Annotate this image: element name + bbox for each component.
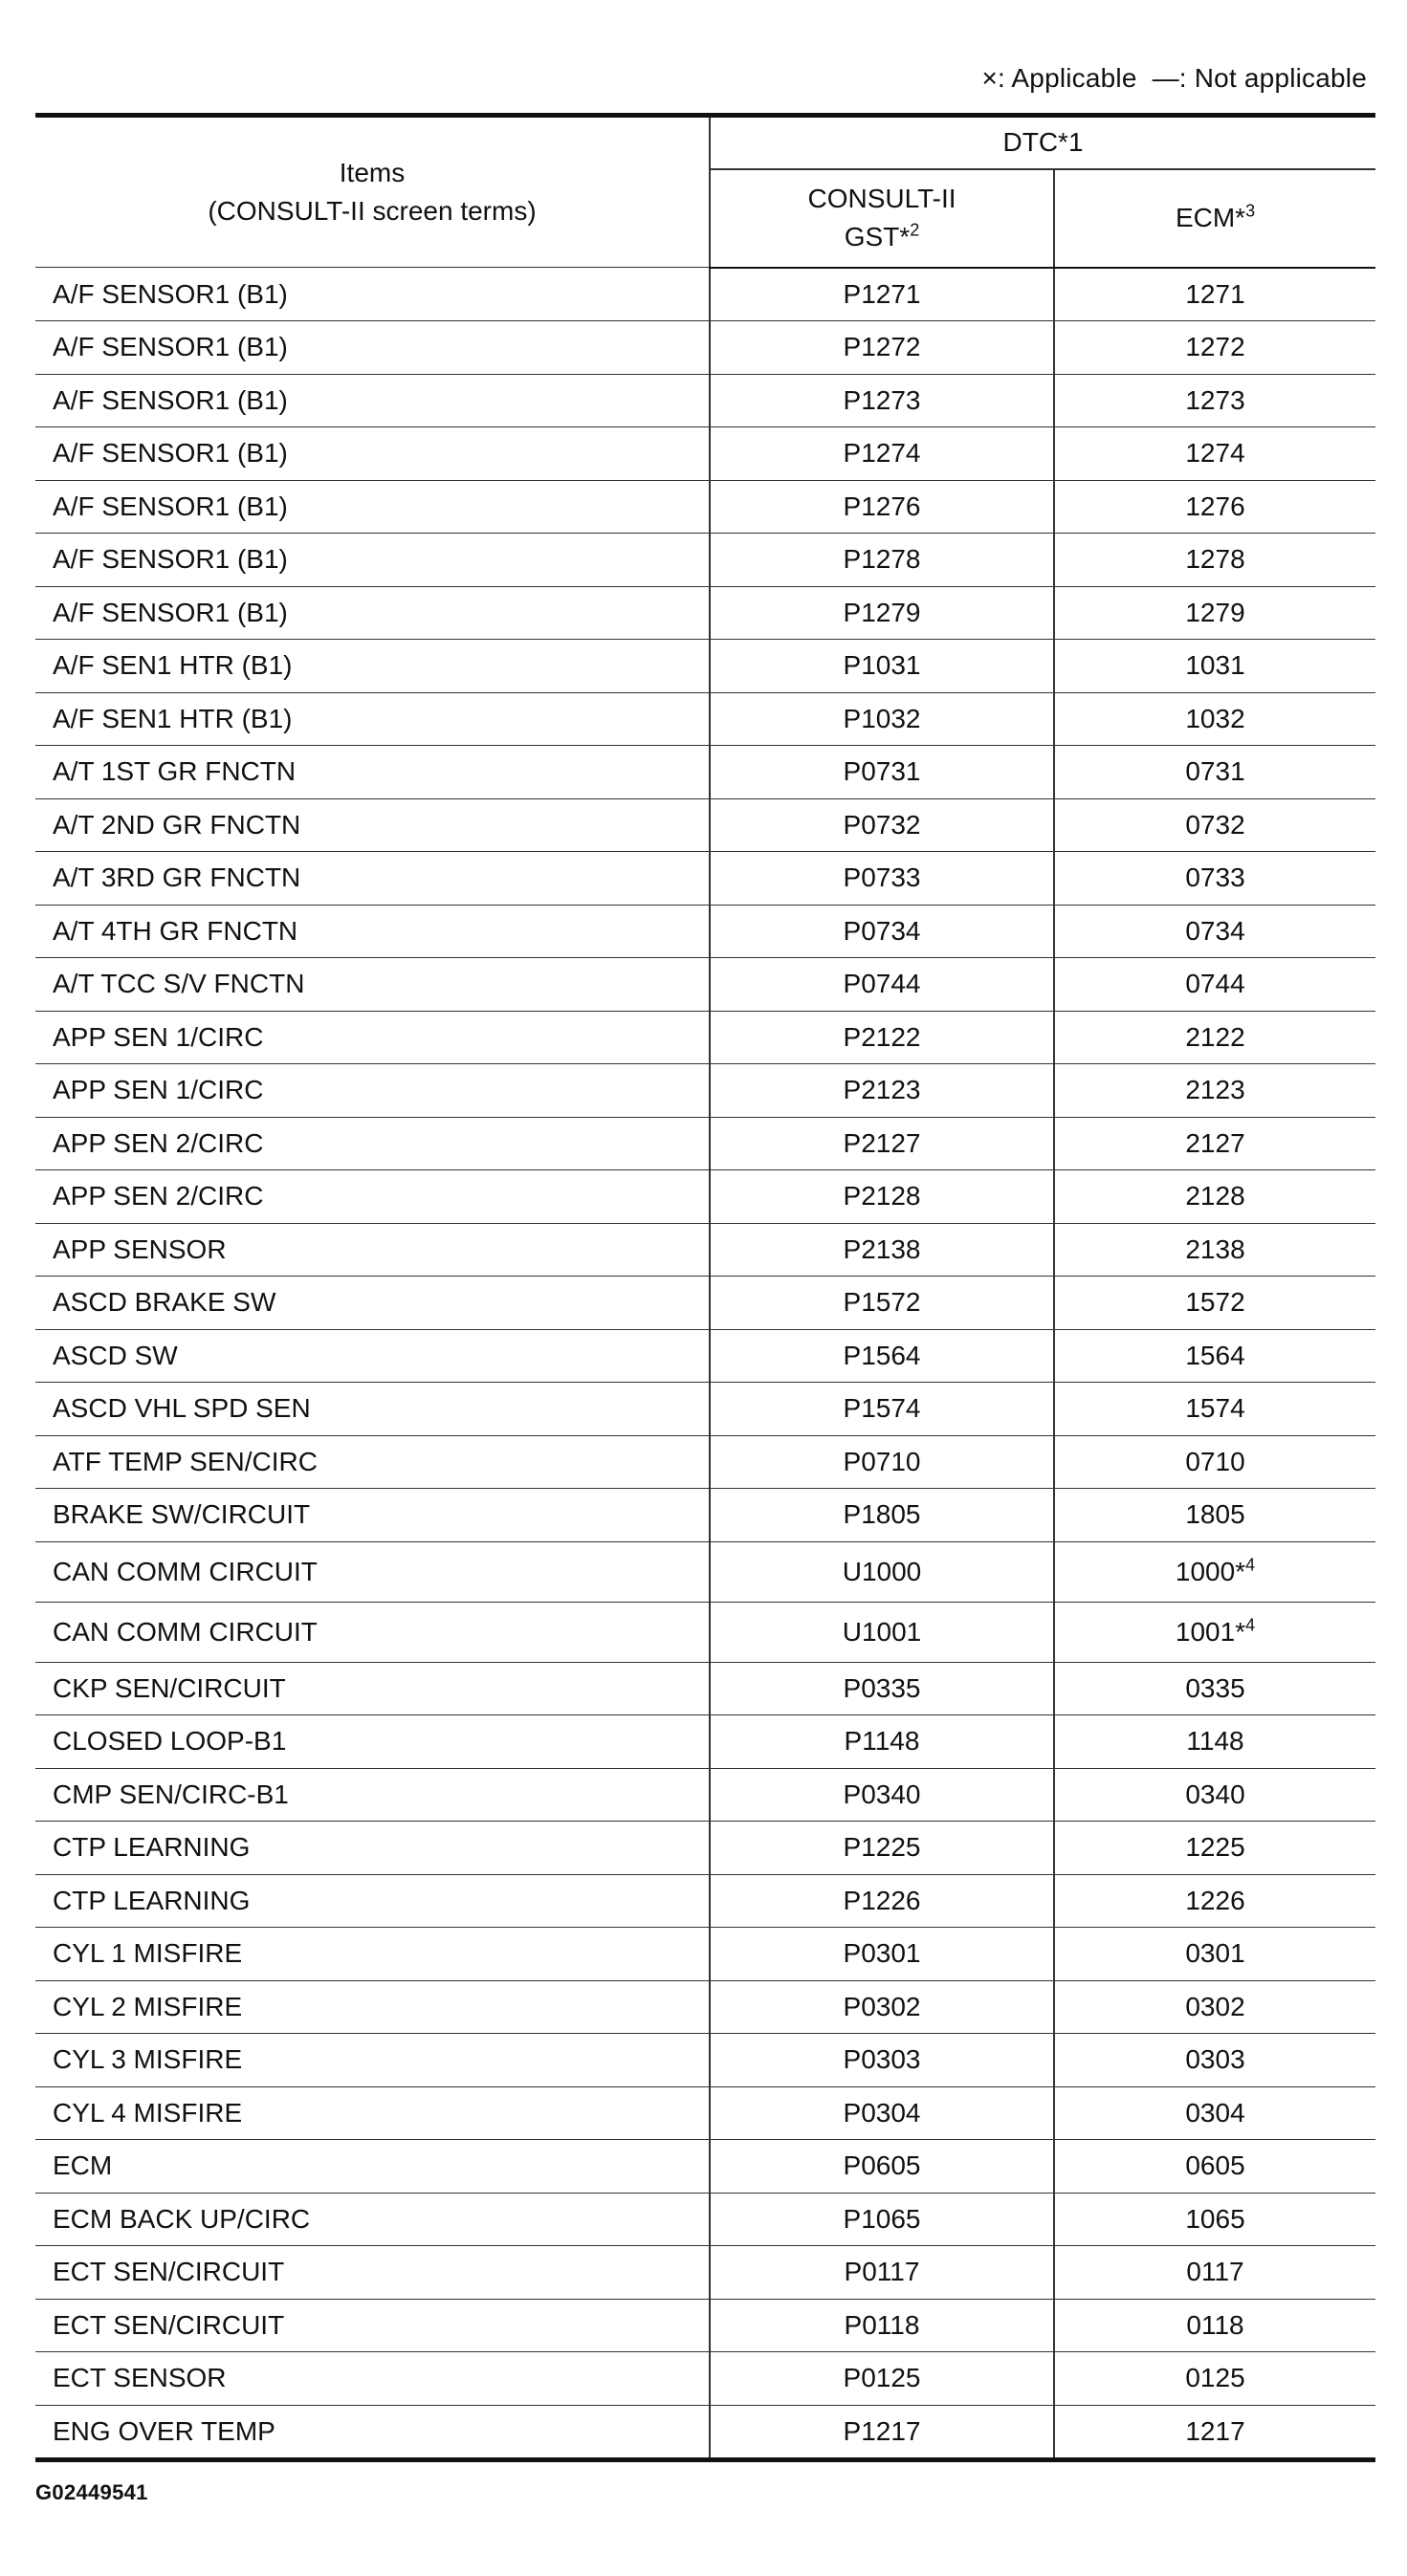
ecm-code-value: 0734 — [1185, 915, 1245, 946]
items-column-header — [35, 116, 710, 268]
figure-id: G02449541 — [35, 2480, 148, 2504]
gst-column-header — [710, 169, 1054, 268]
table-body — [35, 268, 1375, 2460]
ecm-code-cell — [1054, 268, 1375, 321]
table-row — [35, 1715, 1375, 1769]
ecm-code-cell — [1054, 321, 1375, 375]
ecm-code-cell — [1054, 1011, 1375, 1064]
table-row — [35, 1874, 1375, 1928]
table-row — [35, 1980, 1375, 2034]
item-cell: A/F SEN1 HTR (B1) — [35, 640, 710, 693]
ecm-code-footnote: 4 — [1245, 1555, 1256, 1575]
table-row — [35, 1435, 1375, 1489]
gst-code-cell: P0125 — [710, 2352, 1054, 2406]
ecm-code-value: 1001* — [1175, 1616, 1246, 1647]
gst-code-cell: P0605 — [710, 2140, 1054, 2194]
ecm-code-cell — [1054, 427, 1375, 481]
table-row — [35, 2140, 1375, 2194]
ecm-code-cell — [1054, 1980, 1375, 2034]
ecm-code-cell — [1054, 1329, 1375, 1383]
dtc-table — [35, 113, 1375, 2462]
gst-code-cell: P0733 — [710, 852, 1054, 906]
ecm-code-value: 0731 — [1185, 756, 1245, 787]
gst-code-cell: P1805 — [710, 1489, 1054, 1542]
item-cell: ASCD SW — [35, 1329, 710, 1383]
ecm-code-value: 1278 — [1185, 544, 1245, 575]
ecm-code-value: 1274 — [1185, 438, 1245, 469]
item-cell: CKP SEN/CIRCUIT — [35, 1662, 710, 1715]
item-cell: CYL 1 MISFIRE — [35, 1928, 710, 1981]
ecm-code-value: 1032 — [1185, 703, 1245, 733]
ecm-code-cell — [1054, 2352, 1375, 2406]
item-cell: ATF TEMP SEN/CIRC — [35, 1435, 710, 1489]
table-row — [35, 1117, 1375, 1170]
gst-code-cell: P1217 — [710, 2405, 1054, 2460]
table-row — [35, 905, 1375, 958]
item-cell: CYL 2 MISFIRE — [35, 1980, 710, 2034]
ecm-code-cell — [1054, 958, 1375, 1012]
ecm-code-cell — [1054, 1768, 1375, 1822]
table-row — [35, 586, 1375, 640]
ecm-header-label: ECM* — [1175, 203, 1246, 232]
item-cell: A/F SENSOR1 (B1) — [35, 268, 710, 321]
table-row — [35, 2086, 1375, 2140]
ecm-column-header — [1054, 169, 1375, 268]
item-cell: CAN COMM CIRCUIT — [35, 1602, 710, 1662]
table-header — [35, 116, 1375, 268]
ecm-code-cell — [1054, 534, 1375, 587]
gst-code-cell: P1276 — [710, 480, 1054, 534]
table-row — [35, 640, 1375, 693]
item-cell: ECT SEN/CIRCUIT — [35, 2246, 710, 2300]
legend-not-applicable: —: Not applicable — [1152, 63, 1367, 93]
item-cell: A/F SENSOR1 (B1) — [35, 321, 710, 375]
gst-code-cell: P1273 — [710, 374, 1054, 427]
item-cell: APP SENSOR — [35, 1223, 710, 1277]
ecm-code-cell — [1054, 1064, 1375, 1118]
ecm-code-cell — [1054, 905, 1375, 958]
gst-code-cell: P2138 — [710, 1223, 1054, 1277]
ecm-code-value: 2138 — [1185, 1233, 1245, 1264]
item-cell: APP SEN 1/CIRC — [35, 1011, 710, 1064]
table-row — [35, 1928, 1375, 1981]
gst-code-cell: P1271 — [710, 268, 1054, 321]
items-header-line1: Items — [339, 158, 406, 187]
table-row — [35, 1170, 1375, 1224]
ecm-code-value: 1225 — [1185, 1832, 1245, 1863]
ecm-code-cell — [1054, 746, 1375, 799]
ecm-code-cell — [1054, 1541, 1375, 1602]
item-cell: CYL 3 MISFIRE — [35, 2034, 710, 2087]
item-cell: CLOSED LOOP-B1 — [35, 1715, 710, 1769]
ecm-code-value: 1572 — [1185, 1287, 1245, 1318]
table-row — [35, 2299, 1375, 2352]
ecm-code-cell — [1054, 1662, 1375, 1715]
gst-code-cell: P1032 — [710, 692, 1054, 746]
table-row — [35, 2405, 1375, 2460]
legend-applicable: ×: Applicable — [981, 63, 1137, 93]
ecm-code-cell — [1054, 1489, 1375, 1542]
gst-code-cell: P2127 — [710, 1117, 1054, 1170]
ecm-code-cell — [1054, 1822, 1375, 1875]
gst-code-cell: P1272 — [710, 321, 1054, 375]
ecm-code-cell — [1054, 2140, 1375, 2194]
ecm-code-cell — [1054, 1383, 1375, 1436]
item-cell: BRAKE SW/CIRCUIT — [35, 1489, 710, 1542]
ecm-code-value: 2123 — [1185, 1075, 1245, 1105]
gst-code-cell: P0731 — [710, 746, 1054, 799]
ecm-code-cell — [1054, 2299, 1375, 2352]
table-row — [35, 374, 1375, 427]
item-cell: A/F SENSOR1 (B1) — [35, 374, 710, 427]
table-row — [35, 1329, 1375, 1383]
item-cell: A/T 4TH GR FNCTN — [35, 905, 710, 958]
item-cell: A/F SEN1 HTR (B1) — [35, 692, 710, 746]
gst-code-cell: P1148 — [710, 1715, 1054, 1769]
ecm-code-value: 1217 — [1185, 2415, 1245, 2446]
table-row — [35, 1662, 1375, 1715]
gst-code-cell: P0304 — [710, 2086, 1054, 2140]
gst-code-cell: U1001 — [710, 1602, 1054, 1662]
gst-code-cell: P0340 — [710, 1768, 1054, 1822]
table-row — [35, 798, 1375, 852]
gst-code-cell: P0301 — [710, 1928, 1054, 1981]
item-cell: A/T 3RD GR FNCTN — [35, 852, 710, 906]
ecm-code-value: 0117 — [1186, 2257, 1244, 2287]
item-cell: ECM BACK UP/CIRC — [35, 2193, 710, 2246]
table-row — [35, 2193, 1375, 2246]
item-cell: CYL 4 MISFIRE — [35, 2086, 710, 2140]
item-cell: A/F SENSOR1 (B1) — [35, 480, 710, 534]
gst-code-cell: P0303 — [710, 2034, 1054, 2087]
ecm-code-cell — [1054, 1928, 1375, 1981]
ecm-code-cell — [1054, 640, 1375, 693]
table-row — [35, 1541, 1375, 1602]
gst-code-cell: P1572 — [710, 1277, 1054, 1330]
ecm-code-value: 0302 — [1185, 1991, 1245, 2021]
gst-code-cell: P1279 — [710, 586, 1054, 640]
ecm-code-value: 1276 — [1185, 491, 1245, 521]
table-row — [35, 1489, 1375, 1542]
table-row — [35, 852, 1375, 906]
table-row — [35, 1383, 1375, 1436]
ecm-code-value: 2127 — [1185, 1127, 1245, 1158]
ecm-code-cell — [1054, 798, 1375, 852]
table-row — [35, 480, 1375, 534]
gst-code-cell: P0302 — [710, 1980, 1054, 2034]
item-cell: APP SEN 2/CIRC — [35, 1170, 710, 1224]
ecm-code-value: 1273 — [1185, 384, 1245, 415]
item-cell: A/T TCC S/V FNCTN — [35, 958, 710, 1012]
ecm-code-cell — [1054, 1117, 1375, 1170]
table-row — [35, 268, 1375, 321]
ecm-header-footnote: 3 — [1245, 201, 1256, 221]
ecm-code-value: 0732 — [1185, 809, 1245, 840]
gst-code-cell: P1065 — [710, 2193, 1054, 2246]
ecm-code-value: 1272 — [1185, 332, 1245, 362]
ecm-code-value: 1031 — [1185, 650, 1245, 681]
ecm-code-cell — [1054, 2246, 1375, 2300]
ecm-code-value: 0303 — [1185, 2044, 1245, 2075]
gst-code-cell: P0118 — [710, 2299, 1054, 2352]
ecm-code-value: 0733 — [1185, 862, 1245, 893]
gst-code-cell: P1278 — [710, 534, 1054, 587]
ecm-code-value: 0301 — [1185, 1938, 1245, 1969]
gst-code-cell: U1000 — [710, 1541, 1054, 1602]
table-row — [35, 2246, 1375, 2300]
item-cell: A/F SENSOR1 (B1) — [35, 586, 710, 640]
table-row — [35, 2352, 1375, 2406]
table-row — [35, 1011, 1375, 1064]
ecm-code-cell — [1054, 1715, 1375, 1769]
item-cell: A/F SENSOR1 (B1) — [35, 427, 710, 481]
gst-header-line2: GST* — [844, 222, 911, 251]
ecm-code-cell — [1054, 1435, 1375, 1489]
gst-code-cell: P2122 — [710, 1011, 1054, 1064]
gst-code-cell: P0734 — [710, 905, 1054, 958]
ecm-code-value: 0710 — [1185, 1446, 1245, 1476]
gst-code-cell: P1574 — [710, 1383, 1054, 1436]
ecm-code-cell — [1054, 692, 1375, 746]
ecm-code-value: 1574 — [1185, 1393, 1245, 1424]
ecm-code-cell — [1054, 1223, 1375, 1277]
ecm-code-footnote: 4 — [1245, 1615, 1256, 1635]
item-cell: ECM — [35, 2140, 710, 2194]
table-row — [35, 427, 1375, 481]
table-row — [35, 1277, 1375, 1330]
item-cell: ECT SENSOR — [35, 2352, 710, 2406]
item-cell: A/F SENSOR1 (B1) — [35, 534, 710, 587]
gst-header-footnote: 2 — [910, 220, 920, 240]
table-row — [35, 1822, 1375, 1875]
table-row — [35, 321, 1375, 375]
ecm-code-value: 1226 — [1185, 1885, 1245, 1915]
gst-code-cell: P0710 — [710, 1435, 1054, 1489]
item-cell: CTP LEARNING — [35, 1822, 710, 1875]
ecm-code-cell — [1054, 2034, 1375, 2087]
item-cell: ENG OVER TEMP — [35, 2405, 710, 2460]
gst-code-cell: P1274 — [710, 427, 1054, 481]
ecm-code-cell — [1054, 1277, 1375, 1330]
gst-code-cell: P0117 — [710, 2246, 1054, 2300]
ecm-code-value: 1279 — [1185, 597, 1245, 627]
item-cell: CMP SEN/CIRC-B1 — [35, 1768, 710, 1822]
item-cell: ASCD BRAKE SW — [35, 1277, 710, 1330]
gst-code-cell: P0744 — [710, 958, 1054, 1012]
ecm-code-cell — [1054, 2086, 1375, 2140]
table-row — [35, 1064, 1375, 1118]
ecm-code-cell — [1054, 1874, 1375, 1928]
dtc-column-group-header: DTC*1 — [710, 116, 1375, 169]
ecm-code-cell — [1054, 2193, 1375, 2246]
ecm-code-value: 1065 — [1185, 2203, 1245, 2234]
item-cell: A/T 1ST GR FNCTN — [35, 746, 710, 799]
ecm-code-value: 1271 — [1185, 278, 1245, 309]
ecm-code-value: 1148 — [1186, 1726, 1244, 1757]
gst-code-cell: P1564 — [710, 1329, 1054, 1383]
ecm-code-value: 0304 — [1185, 2097, 1245, 2128]
ecm-code-value: 1805 — [1185, 1499, 1245, 1530]
table-row — [35, 1602, 1375, 1662]
item-cell: APP SEN 2/CIRC — [35, 1117, 710, 1170]
ecm-code-value: 0340 — [1185, 1779, 1245, 1809]
gst-code-cell: P1226 — [710, 1874, 1054, 1928]
gst-code-cell: P2123 — [710, 1064, 1054, 1118]
ecm-code-value: 0744 — [1185, 969, 1245, 999]
ecm-code-value: 1000* — [1175, 1556, 1246, 1586]
table-row — [35, 1768, 1375, 1822]
table-row — [35, 2034, 1375, 2087]
ecm-code-cell — [1054, 374, 1375, 427]
table-row — [35, 1223, 1375, 1277]
gst-code-cell: P1225 — [710, 1822, 1054, 1875]
gst-code-cell: P1031 — [710, 640, 1054, 693]
table-row — [35, 958, 1375, 1012]
table-row — [35, 534, 1375, 587]
table-row — [35, 692, 1375, 746]
gst-code-cell: P0732 — [710, 798, 1054, 852]
item-cell: ECT SEN/CIRCUIT — [35, 2299, 710, 2352]
ecm-code-cell — [1054, 586, 1375, 640]
ecm-code-value: 0605 — [1185, 2150, 1245, 2181]
item-cell: CTP LEARNING — [35, 1874, 710, 1928]
ecm-code-cell — [1054, 1170, 1375, 1224]
item-cell: APP SEN 1/CIRC — [35, 1064, 710, 1118]
item-cell: A/T 2ND GR FNCTN — [35, 798, 710, 852]
item-cell: CAN COMM CIRCUIT — [35, 1541, 710, 1602]
gst-header-line1: CONSULT-II — [807, 184, 956, 213]
ecm-code-value: 1564 — [1185, 1340, 1245, 1370]
items-header-line2: (CONSULT-II screen terms) — [208, 196, 537, 226]
gst-code-cell: P2128 — [710, 1170, 1054, 1224]
ecm-code-value: 0125 — [1185, 2363, 1245, 2393]
ecm-code-cell — [1054, 2405, 1375, 2460]
gst-code-cell: P0335 — [710, 1662, 1054, 1715]
ecm-code-cell — [1054, 852, 1375, 906]
ecm-code-value: 0118 — [1186, 2309, 1244, 2340]
ecm-code-value: 2122 — [1185, 1021, 1245, 1052]
ecm-code-value: 2128 — [1185, 1181, 1245, 1212]
ecm-code-cell — [1054, 1602, 1375, 1662]
table-row — [35, 746, 1375, 799]
ecm-code-value: 0335 — [1185, 1672, 1245, 1703]
item-cell: ASCD VHL SPD SEN — [35, 1383, 710, 1436]
legend — [981, 63, 1367, 94]
ecm-code-cell — [1054, 480, 1375, 534]
